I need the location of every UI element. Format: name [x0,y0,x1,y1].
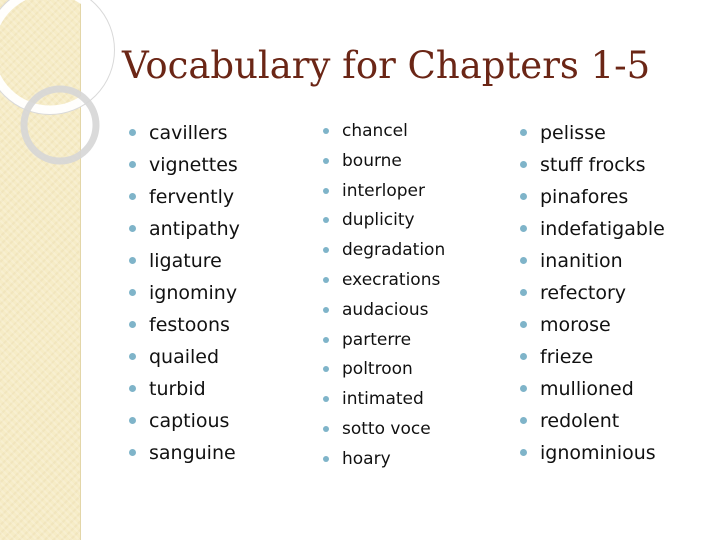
vocab-item: ignominy [149,277,240,309]
vocab-item: intimated [342,385,445,415]
vocab-item: pinafores [540,181,665,213]
vocab-item: ligature [149,245,240,277]
vocabulary-column-2 [342,117,445,475]
vocab-item: parterre [342,326,445,356]
vocab-item: captious [149,405,240,437]
vocab-item: audacious [342,296,445,326]
vocab-item: chancel [342,117,445,147]
vocab-item: ignominious [540,437,665,469]
vocab-item: bourne [342,147,445,177]
vocab-item: pelisse [540,117,665,149]
decorative-ring-small [24,89,96,161]
vocab-item: execrations [342,266,445,296]
vocab-item: turbid [149,373,240,405]
vocab-item: redolent [540,405,665,437]
vocab-item: festoons [149,309,240,341]
vocab-item: degradation [342,236,445,266]
vocab-item: indefatigable [540,213,665,245]
vocab-item: morose [540,309,665,341]
vocab-item: duplicity [342,206,445,236]
vocab-item: antipathy [149,213,240,245]
vocab-item: cavillers [149,117,240,149]
vocab-item: quailed [149,341,240,373]
vocabulary-column-3 [540,117,665,469]
vocabulary-column-1 [149,117,240,469]
vocab-item: refectory [540,277,665,309]
vocab-item: sanguine [149,437,240,469]
vocab-item: frieze [540,341,665,373]
vocab-item: inanition [540,245,665,277]
vocab-item: poltroon [342,355,445,385]
vocab-item: mullioned [540,373,665,405]
decorative-circles [0,0,140,200]
vocab-item: vignettes [149,149,240,181]
vocab-item: interloper [342,177,445,207]
decorative-ring-large [0,0,110,110]
vocab-item: stuff frocks [540,149,665,181]
slide-title: Vocabulary for Chapters 1-5 [122,44,651,87]
vocab-item: hoary [342,445,445,475]
vocab-item: fervently [149,181,240,213]
vocab-item: sotto voce [342,415,445,445]
